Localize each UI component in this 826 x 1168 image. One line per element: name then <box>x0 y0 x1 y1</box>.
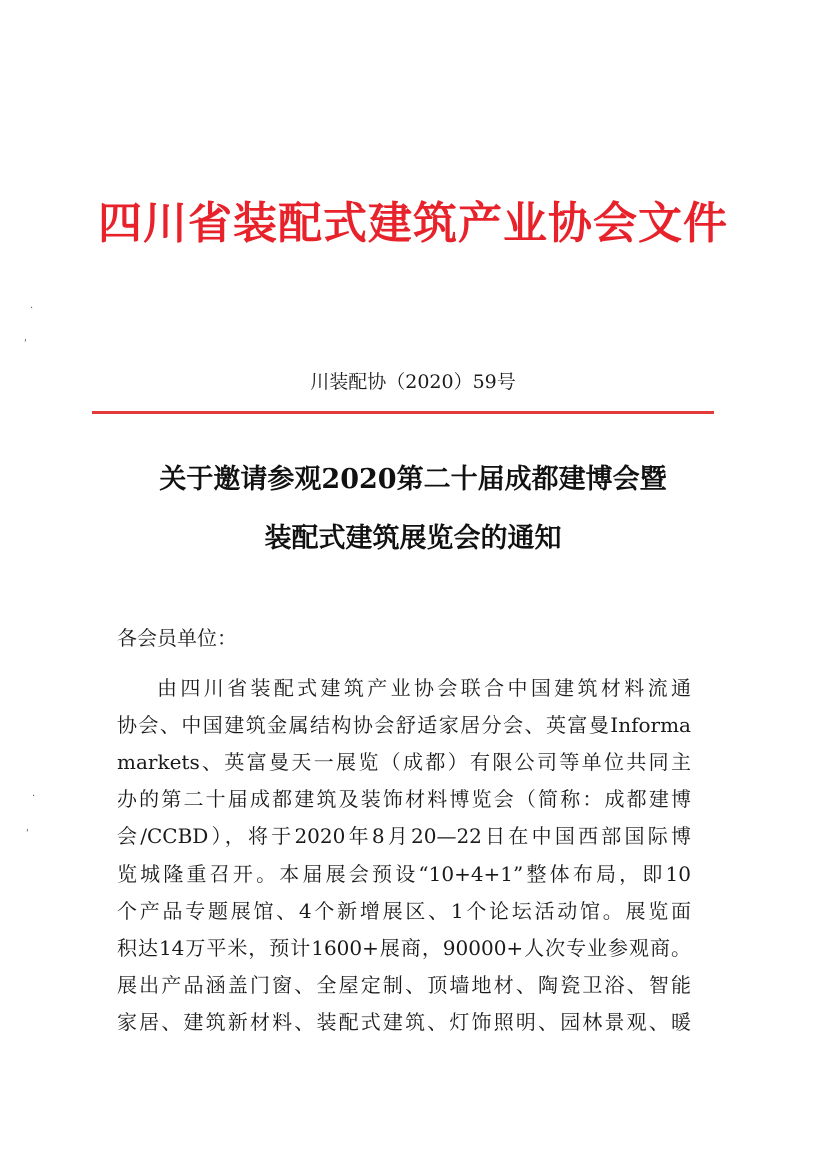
document-number: 川装配协（2020）59号 <box>310 371 516 393</box>
notice-title-line-1: 关于邀请参观2020第二十届成都建博会暨 <box>159 464 667 495</box>
body-text-line: 由四川省装配式建筑产业协会联合中国建筑材料流通 <box>157 676 691 700</box>
red-divider-line <box>92 411 714 414</box>
scan-speck-mark: ʹ <box>24 339 27 350</box>
notice-title-line-2: 装配式建筑展览会的通知 <box>264 523 562 554</box>
body-text-line: 积达14万平米，预计1600+展商，90000+人次专业参观商。 <box>117 936 691 960</box>
masthead-title: 四川省装配式建筑产业协会文件 <box>98 198 728 249</box>
body-text-line: 家居、建筑新材料、装配式建筑、灯饰照明、园林景观、暖 <box>117 1010 691 1034</box>
scan-speck-mark: · <box>30 303 34 314</box>
body-text-line: 协会、中国建筑金属结构协会舒适家居分会、英富曼Informa <box>117 713 691 737</box>
scan-speck-mark: ʹ <box>26 829 29 840</box>
scan-speck-mark: · <box>32 791 36 802</box>
salutation: 各会员单位： <box>117 626 237 650</box>
body-text-line: 个产品专题展馆、4个新增展区、1个论坛活动馆。展览面 <box>117 899 691 923</box>
body-text-line: 会/CCBD），将于2020年8月20—22日在中国西部国际博 <box>117 824 691 848</box>
body-text-line: 办的第二十届成都建筑及装饰材料博览会（简称：成都建博 <box>117 787 691 811</box>
body-text-line: markets、英富曼天一展览（成都）有限公司等单位共同主 <box>117 750 691 774</box>
body-text-line: 展出产品涵盖门窗、全屋定制、顶墙地材、陶瓷卫浴、智能 <box>117 973 691 997</box>
body-text-line: 览城隆重召开。本届展会预设“10+4+1”整体布局，即10 <box>117 862 691 886</box>
